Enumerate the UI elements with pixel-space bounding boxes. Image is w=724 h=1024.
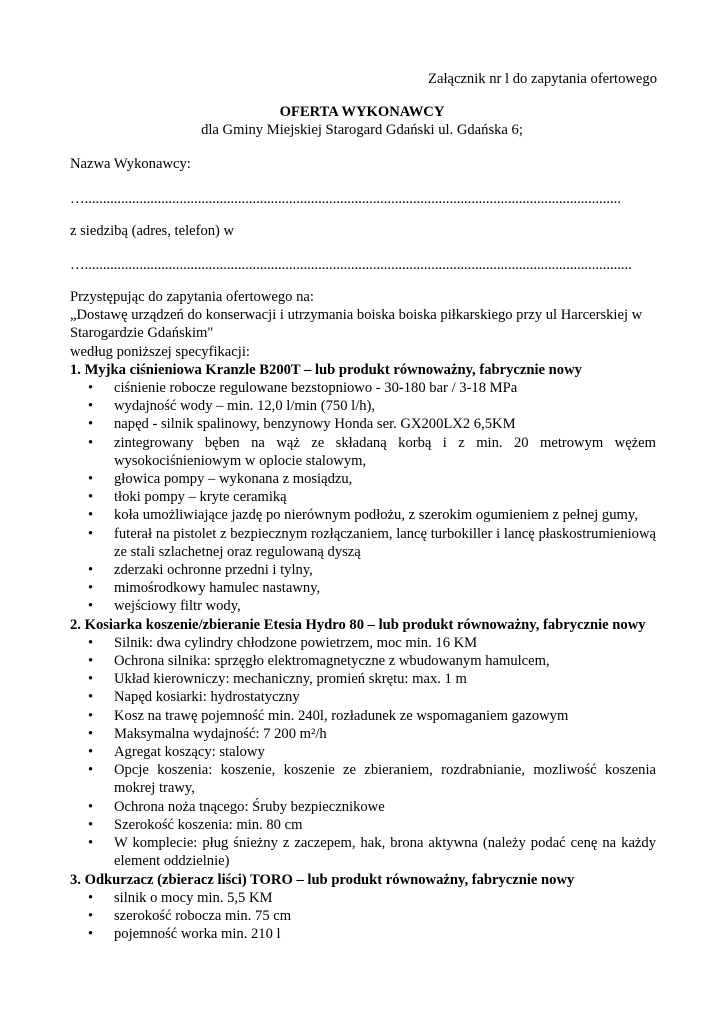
bullet-icon: • [88, 707, 94, 724]
list-item-text: zintegrowany bęben na wąż ze składaną korbą i z min. 20 metrowym wężem wysokociśnieniowym w oplocie stalowym, [114, 434, 656, 469]
bullet-icon: • [88, 598, 94, 615]
list-item [70, 761, 656, 797]
contractor-seat-blank: …...................................................................................................................................................... [70, 257, 632, 273]
list-item-text: Szerokość koszenia: min. 80 cm [114, 816, 303, 833]
list-item-text: napęd - silnik spalinowy, benzynowy Honda ser. GX200LX2 6,5KM [114, 416, 516, 433]
list-item [70, 725, 656, 743]
bullet-icon: • [88, 525, 94, 542]
list-item-text: tłoki pompy – kryte ceramiką [114, 489, 287, 506]
list-item [70, 488, 656, 506]
contractor-seat-label: z siedzibą (adres, telefon) w [70, 223, 235, 239]
list-item [70, 743, 656, 761]
list-item-text: mimośrodkowy hamulec nastawny, [114, 580, 321, 597]
document-title: OFERTA WYKONAWCY [279, 104, 445, 120]
list-item-text: Silnik: dwa cylindry chłodzone powietrzem, moc min. 16 KM [114, 634, 478, 651]
intro-spec-line: według poniższej specyfikacji: [70, 343, 250, 360]
list-item-text: silnik o mocy min. 5,5 KM [114, 889, 273, 906]
list-item-text: ciśnienie robocze regulowane bezstopniowo - 30-180 bar / 3-18 MPa [114, 380, 518, 397]
section-title: 2. Kosiarka koszenie/zbieranie Etesia Hydro 80 – lub produkt równoważny, fabrycznie nowy [70, 616, 646, 633]
list-item [70, 579, 656, 597]
bullet-icon: • [88, 762, 94, 779]
bullet-icon: • [88, 653, 94, 670]
section-title: 1. Myjka ciśnieniowa Kranzle B200T – lub produkt równoważny, fabrycznie nowy [70, 361, 582, 378]
list-item-text: Kosz na trawę pojemność min. 240l, rozładunek ze wspomaganiem gazowym [114, 707, 569, 724]
intro-subject: „Dostawę urządzeń do konserwacji i utrzymania boiska boiska piłkarskiego przy ul Harcerskiej w Starogardzie Gdańskim" [70, 307, 643, 342]
section-list [70, 634, 656, 871]
list-item [70, 470, 656, 488]
bullet-icon: • [88, 725, 94, 742]
list-item-text: szerokość robocza min. 75 cm [114, 907, 292, 924]
list-item-text: Napęd kosiarki: hydrostatyczny [114, 689, 300, 706]
offer-body [70, 288, 656, 943]
section-title: 3. Odkurzacz (zbieracz liści) TORO – lub produkt równoważny, fabrycznie nowy [70, 871, 575, 888]
list-item [70, 816, 656, 834]
list-item [70, 525, 656, 561]
specification-sections [70, 361, 656, 944]
list-item-text: Ochrona silnika: sprzęgło elektromagnetyczne z wbudowanym hamulcem, [114, 653, 550, 670]
list-item-text: futerał na pistolet z bezpiecznym rozłączaniem, lancę turbokiller i lancę płaskostrumieniową ze stali szlachetnej oraz regulowaną dyszą [114, 525, 656, 560]
list-item [70, 561, 656, 579]
document-subtitle: dla Gminy Miejskiej Starogard Gdański ul. Gdańska 6; [201, 122, 523, 138]
list-item [70, 506, 656, 524]
list-item [70, 889, 656, 907]
list-item [70, 434, 656, 470]
list-item-text: Ochrona noża tnącego: Śruby bezpiecznikowe [114, 798, 385, 815]
section-list [70, 379, 656, 616]
list-item-text: koła umożliwiające jazdę po nierównym podłożu, z szerokim ogumieniem z pełnej gumy, [114, 507, 638, 524]
bullet-icon: • [88, 816, 94, 833]
bullet-icon: • [88, 744, 94, 761]
bullet-icon: • [88, 798, 94, 815]
bullet-icon: • [88, 471, 94, 488]
list-item-text: pojemność worka min. 210 l [114, 926, 281, 943]
list-item [70, 925, 656, 943]
list-item-text: głowica pompy – wykonana z mosiądzu, [114, 471, 353, 488]
list-item-text: wejściowy filtr wody, [114, 598, 241, 615]
list-item-text: Opcje koszenia: koszenie, koszenie ze zbieraniem, rozdrabnianie, mozliwość koszenia mokrej trawy, [114, 762, 656, 797]
list-item-text: Maksymalna wydajność: 7 200 m²/h [114, 725, 327, 742]
list-item [70, 798, 656, 816]
list-item-text: Układ kierowniczy: mechaniczny, promień skrętu: max. 1 m [114, 671, 467, 688]
bullet-icon: • [88, 889, 94, 906]
list-item [70, 834, 656, 870]
bullet-icon: • [88, 634, 94, 651]
contractor-name-blank: …................................................................................................................................................... [70, 191, 621, 207]
list-item [70, 397, 656, 415]
bullet-icon: • [88, 671, 94, 688]
list-item [70, 597, 656, 615]
list-item [70, 907, 656, 925]
intro-line: Przystępując do zapytania ofertowego na: [70, 289, 314, 305]
list-item [70, 670, 656, 688]
list-item-text: W komplecie: pług śnieżny z zaczepem, hak, brona aktywna (należy podać cenę na każdy element oddzielnie) [114, 835, 656, 870]
list-item [70, 634, 656, 652]
bullet-icon: • [88, 489, 94, 506]
list-item [70, 707, 656, 725]
contractor-name-label: Nazwa Wykonawcy: [70, 156, 191, 172]
annex-reference: Załącznik nr l do zapytania ofertowego [428, 71, 657, 87]
list-item [70, 688, 656, 706]
bullet-icon: • [88, 835, 94, 852]
list-item [70, 379, 656, 397]
list-item-text: Agregat koszący: stalowy [114, 744, 265, 761]
bullet-icon: • [88, 926, 94, 943]
bullet-icon: • [88, 398, 94, 415]
bullet-icon: • [88, 416, 94, 433]
list-item-text: zderzaki ochronne przedni i tylny, [114, 562, 313, 579]
bullet-icon: • [88, 380, 94, 397]
bullet-icon: • [88, 580, 94, 597]
list-item [70, 415, 656, 433]
bullet-icon: • [88, 562, 94, 579]
bullet-icon: • [88, 907, 94, 924]
list-item-text: wydajność wody – min. 12,0 l/min (750 l/h), [114, 398, 376, 415]
bullet-icon: • [88, 434, 94, 451]
list-item [70, 652, 656, 670]
section-list [70, 889, 656, 944]
bullet-icon: • [88, 507, 94, 524]
bullet-icon: • [88, 689, 94, 706]
